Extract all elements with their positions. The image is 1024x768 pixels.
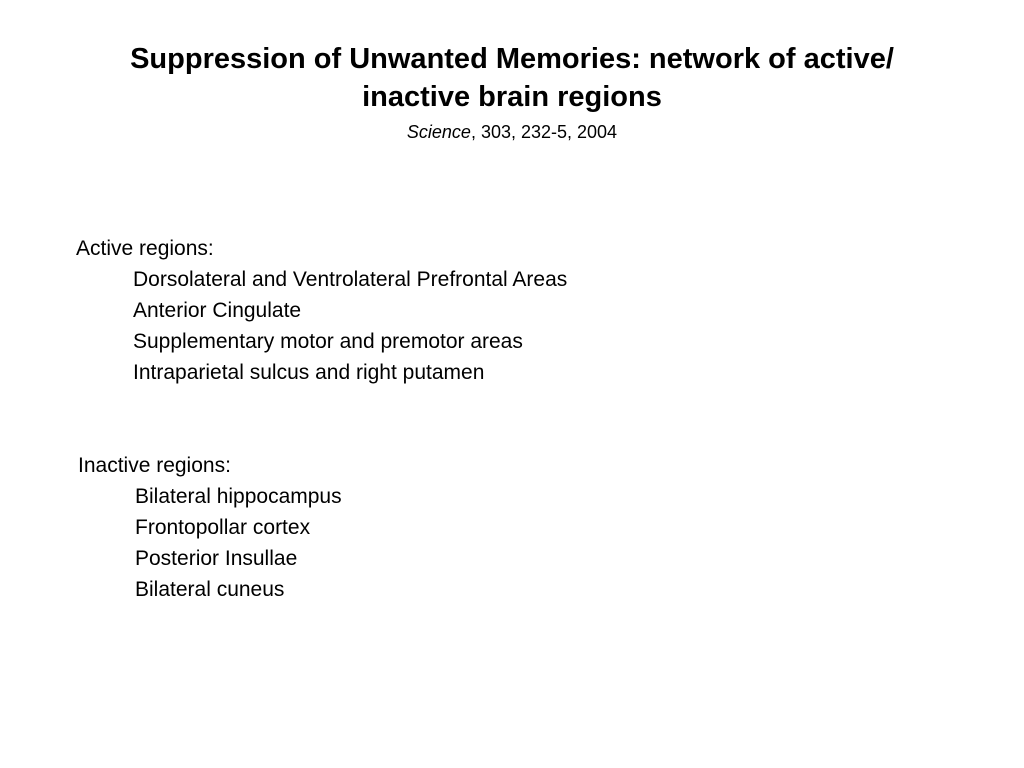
inactive-region-item: Bilateral cuneus [135,578,285,601]
active-regions-section [76,233,567,388]
active-region-item: Intraparietal sulcus and right putamen [133,361,485,384]
inactive-regions-heading: Inactive regions: [78,454,231,477]
active-region-item: Anterior Cingulate [133,299,302,322]
active-region-item: Supplementary motor and premotor areas [133,330,523,353]
slide-title [40,40,984,116]
active-regions-heading: Active regions: [76,237,214,260]
citation-details: , 303, 232-5, 2004 [470,122,618,142]
citation [40,120,984,144]
inactive-region-item: Bilateral hippocampus [135,485,342,508]
citation-journal: Science [406,122,471,142]
slide-title-line-2: inactive brain regions [362,81,662,113]
active-regions-list [76,264,567,388]
inactive-regions-list [78,481,342,605]
slide-title-line-1: Suppression of Unwanted Memories: network of active/ [130,43,894,75]
inactive-region-item: Posterior Insullae [135,547,298,570]
inactive-regions-section [78,450,342,605]
active-region-item: Dorsolateral and Ventrolateral Prefrontal Areas [133,268,568,291]
inactive-region-item: Frontopollar cortex [135,516,311,539]
